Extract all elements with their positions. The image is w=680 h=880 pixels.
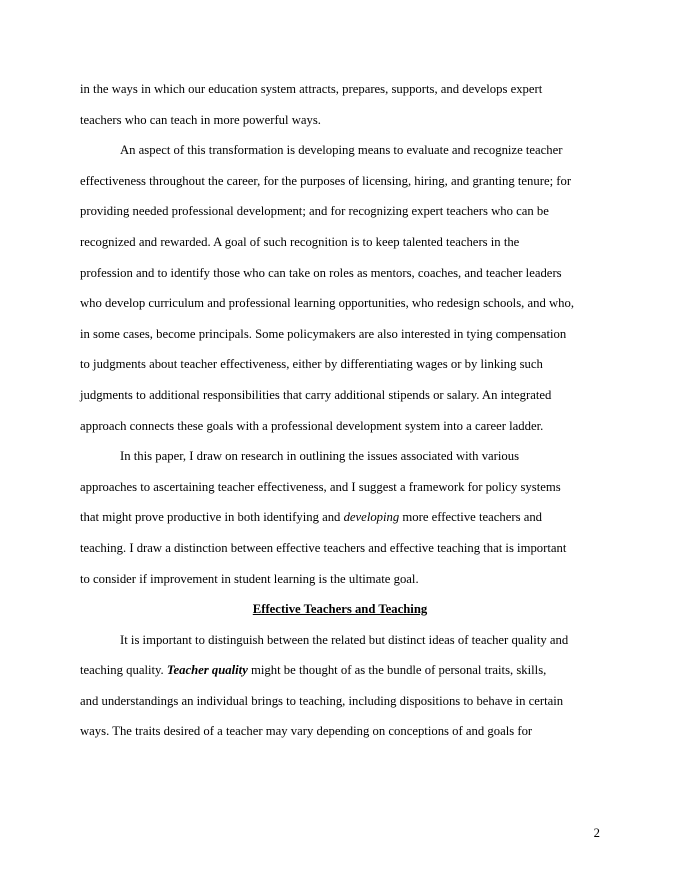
text-line: in the ways in which our education system attracts, prepares, supports, and develops expert: [80, 82, 543, 96]
text-segment: might be thought of as the bundle of personal traits, skills,: [247, 663, 547, 678]
text-line: and understandings an individual brings to teaching, including dispositions to behave in certain: [80, 693, 564, 708]
text-line: approach connects these goals with a professional development system into a career ladder.: [80, 418, 544, 433]
text-segment: that might prove productive in both identifying and: [80, 510, 344, 525]
text-segment: more effective teachers and: [399, 510, 543, 525]
text-line: to consider if improvement in student learning is the ultimate goal.: [80, 571, 419, 586]
text-segment: teaching quality.: [80, 663, 167, 678]
text-line: approaches to ascertaining teacher effectiveness, and I suggest a framework for policy systems: [80, 479, 561, 494]
text-line: [80, 655, 600, 686]
paragraph-start-line: In this paper, I draw on research in outlining the issues associated with various: [120, 449, 520, 464]
text-line: recognized and rewarded. A goal of such recognition is to keep talented teachers in the: [80, 234, 520, 249]
text-line: in some cases, become principals. Some policymakers are also interested in tying compensation: [80, 326, 567, 341]
italic-emphasis: developing: [343, 510, 400, 525]
text-line: judgments to additional responsibilities that carry additional stipends or salary. An integrated: [80, 387, 552, 402]
text-line: teaching. I draw a distinction between effective teachers and effective teaching that is important: [80, 540, 567, 555]
section-heading: Effective Teachers and Teaching: [252, 602, 428, 617]
text-line: who develop curriculum and professional learning opportunities, who redesign schools, and who,: [80, 296, 575, 311]
text-line: providing needed professional development; and for recognizing expert teachers who can be: [80, 204, 549, 219]
text-line: ways. The traits desired of a teacher may vary depending on conceptions of and goals for: [80, 724, 533, 739]
bold-italic-term: Teacher quality: [166, 663, 248, 678]
text-line: teachers who can teach in more powerful ways.: [80, 112, 321, 127]
page-number: 2: [593, 826, 600, 840]
body-text: [80, 74, 600, 747]
text-line: to judgments about teacher effectiveness, either by differentiating wages or by linking such: [80, 357, 543, 372]
paragraph-start-line: It is important to distinguish between the related but distinct ideas of teacher quality and: [120, 632, 569, 647]
text-line: profession and to identify those who can take on roles as mentors, coaches, and teacher leaders: [80, 265, 562, 280]
text-line: effectiveness throughout the career, for the purposes of licensing, hiring, and granting tenure; for: [80, 173, 572, 188]
text-line: [80, 502, 600, 533]
paragraph-start-line: An aspect of this transformation is developing means to evaluate and recognize teacher: [120, 143, 563, 158]
